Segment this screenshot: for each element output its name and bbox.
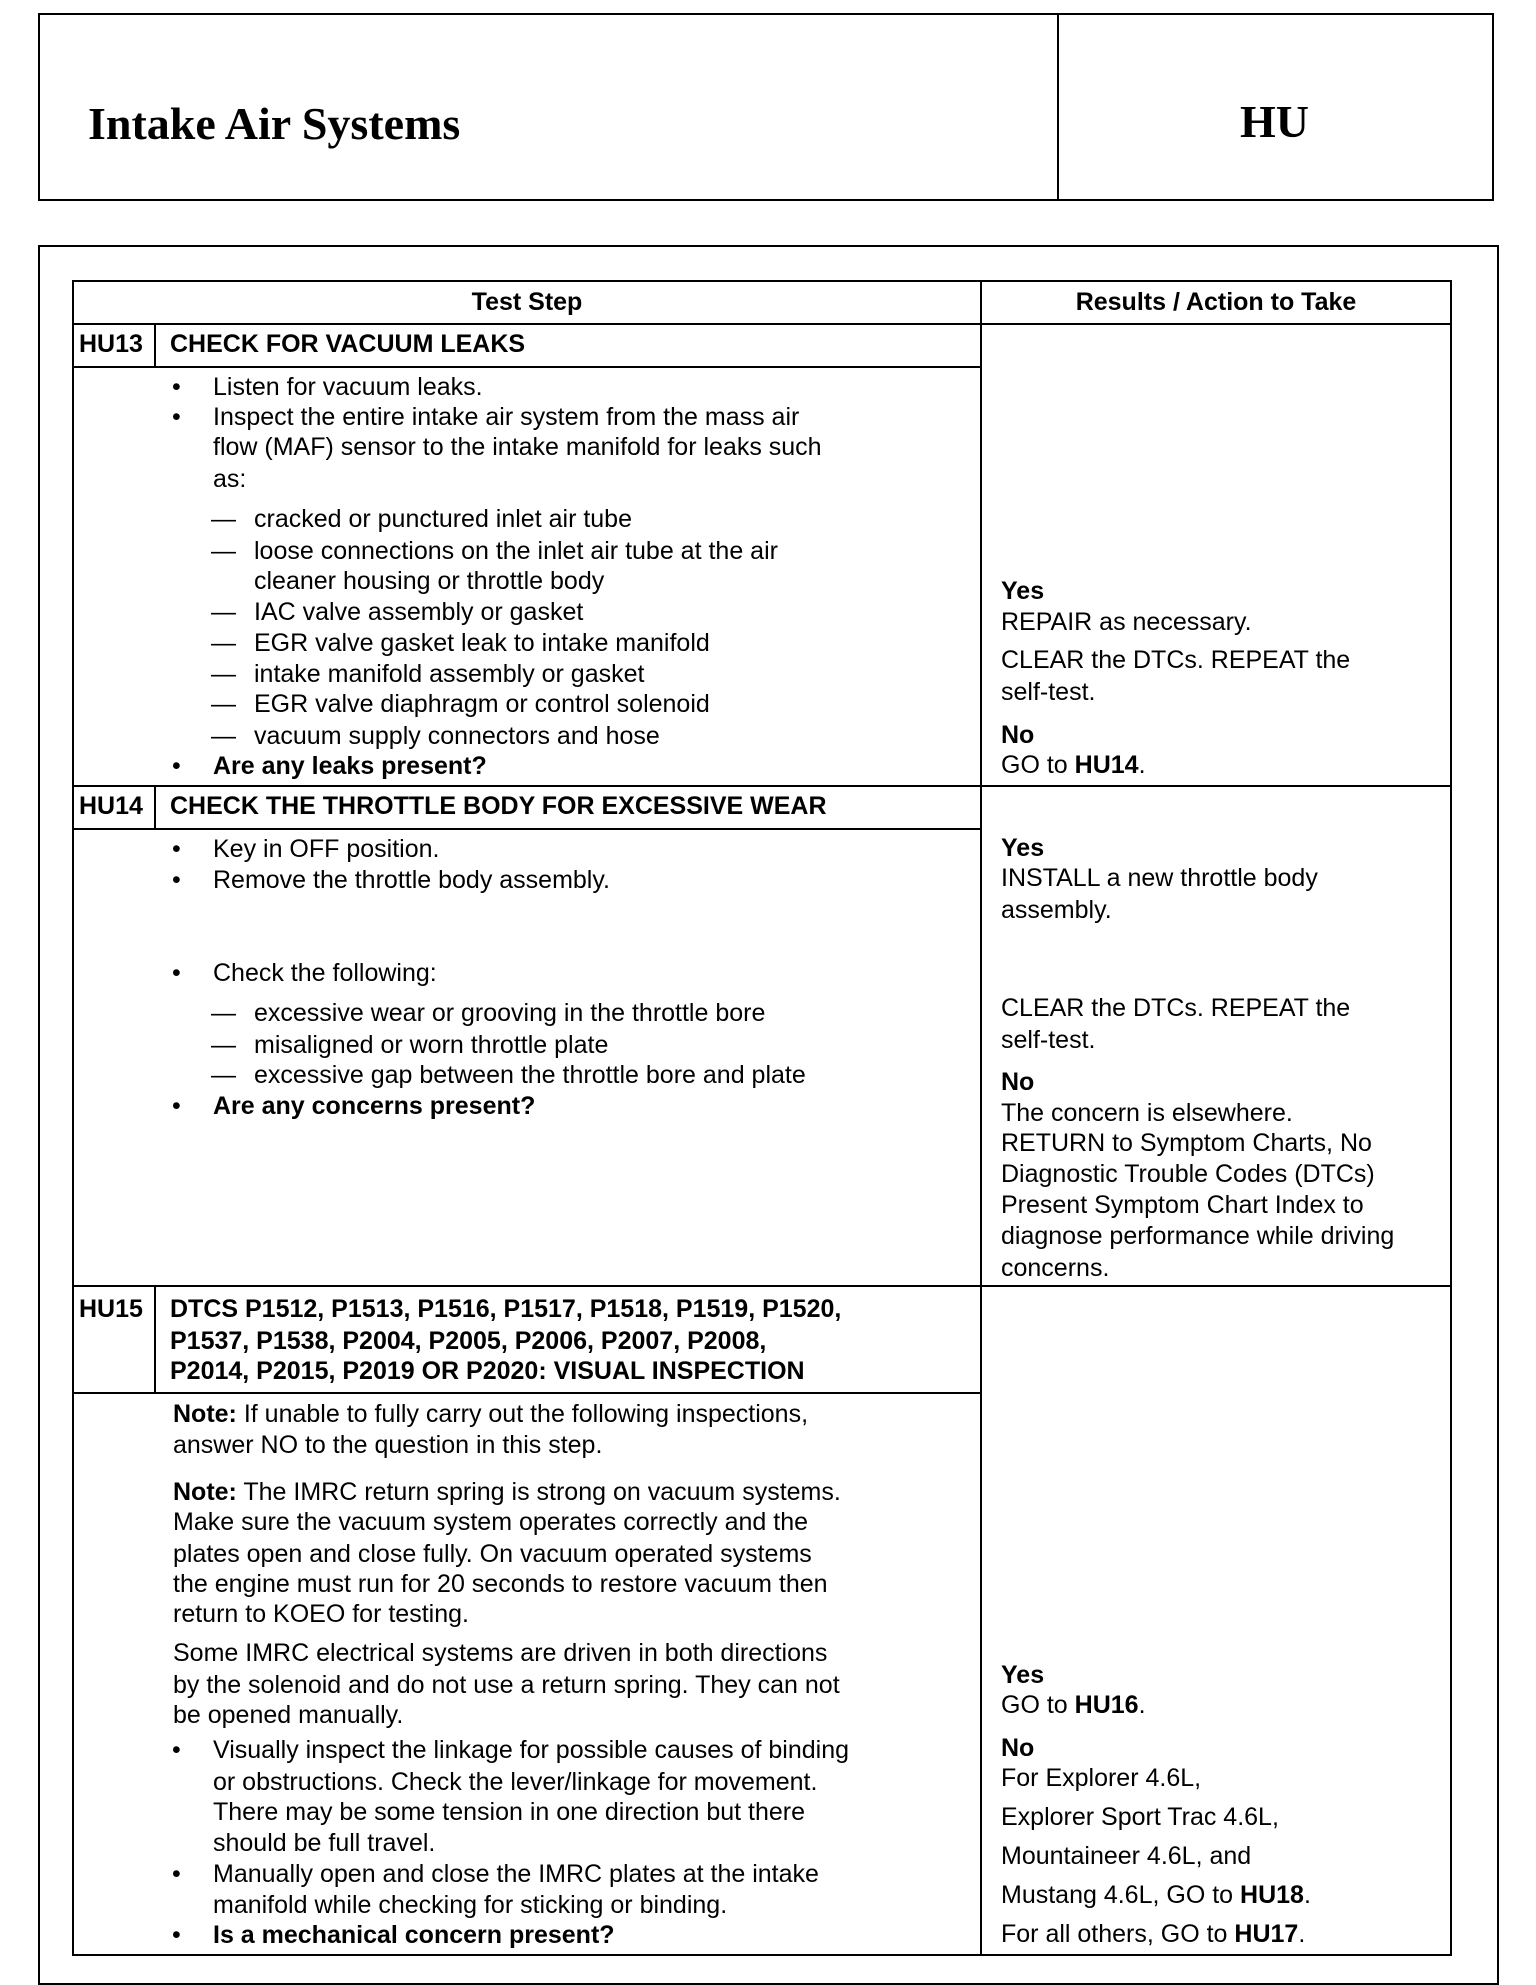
result-text: Mustang 4.6L, GO to [1001,1881,1241,1909]
result-text-end: . [1298,1920,1306,1948]
line-text: Visually inspect the linkage for possible causes of binding [213,1736,850,1764]
line-text: Key in OFF position. [213,835,440,863]
id-column-divider [154,323,156,366]
result-line [1001,607,1252,637]
line-text: Check the following: [213,959,437,987]
line-text: be opened manually. [173,1701,404,1729]
line-text: Inspect the entire intake air system from the mass air [213,403,800,431]
line-text: the engine must run for 20 seconds to restore vacuum then [173,1570,828,1598]
step-line [254,597,583,627]
step-line [213,1735,849,1765]
bullet-icon: • [172,1921,181,1949]
dash-icon: — [211,598,236,626]
result-line [1001,993,1350,1023]
dash-icon: — [211,505,236,533]
step-line [213,464,246,494]
id-column-divider [154,785,156,828]
result-text-end: . [1138,751,1146,779]
step-id: HU15 [79,1295,143,1323]
step-line [173,1670,840,1700]
line-text: cleaner housing or throttle body [254,567,605,595]
line-text: excessive gap between the throttle bore and plate [254,1061,806,1089]
step-line [213,1890,727,1920]
step-line [213,1859,819,1889]
line-text: excessive wear or grooving in the throttle bore [254,999,766,1027]
step-line [213,865,610,895]
step-line [213,958,437,988]
result-text: Yes [1001,577,1045,605]
line-text: cracked or punctured inlet air tube [254,505,632,533]
result-line [1001,1253,1109,1283]
result-text: Yes [1001,1661,1045,1689]
step-line [254,659,644,689]
dash-icon: — [211,722,236,750]
line-text: flow (MAF) sensor to the intake manifold for leaks such [213,433,822,461]
result-label [1001,1660,1044,1690]
result-line [1001,895,1112,925]
result-text: For Explorer 4.6L, [1001,1764,1202,1792]
note-line [173,1477,841,1507]
step-line [213,402,799,432]
line-text: return to KOEO for testing. [173,1600,469,1628]
note-line [173,1399,808,1429]
step-line [254,504,632,534]
step-title: P2014, P2015, P2019 OR P2020: VISUAL INSPECTION [170,1357,805,1385]
result-text: assembly. [1001,896,1112,924]
step-line [213,1920,615,1950]
step-line [173,1599,469,1629]
result-label [1001,1733,1034,1763]
step-line [173,1430,602,1460]
id-column-divider [154,1285,156,1392]
line-text: or obstructions. Check the lever/linkage for movement. [213,1768,818,1796]
line-text: If unable to fully carry out the following inspections, [236,1400,809,1428]
result-text: No [1001,721,1035,749]
step-line [254,721,660,751]
bullet-icon: • [172,866,181,894]
dash-icon: — [211,690,236,718]
line-text: The IMRC return spring is strong on vacuum systems. [236,1478,841,1506]
line-text: Are any concerns present? [213,1092,536,1120]
step-title: P1537, P1538, P2004, P2005, P2006, P2007, P2008, [170,1327,767,1355]
line-text: Make sure the vacuum system operates correctly and the [173,1508,809,1536]
step-reference-link[interactable]: HU16 [1074,1691,1139,1719]
result-line [1001,645,1350,675]
bullet-icon: • [172,1736,181,1764]
line-text: intake manifold assembly or gasket [254,660,645,688]
result-line [1001,1690,1146,1720]
step-title: DTCS P1512, P1513, P1516, P1517, P1518, P1519, P1520, [170,1295,842,1323]
step-line [254,566,604,596]
line-text: misaligned or worn throttle plate [254,1031,609,1059]
step-line [173,1507,808,1537]
result-line [1001,1221,1394,1251]
step-line [254,628,710,658]
result-label [1001,833,1044,863]
step-line [213,1828,435,1858]
bullet-icon: • [172,1860,181,1888]
result-text: self-test. [1001,1026,1096,1054]
result-line [1001,1919,1305,1949]
step-line [254,998,765,1028]
column-header-results: Results / Action to Take [1075,288,1357,316]
line-text: Manually open and close the IMRC plates at the intake [213,1860,819,1888]
section-code: HU [1240,96,1309,147]
dash-icon: — [211,1061,236,1089]
result-text: concerns. [1001,1254,1110,1282]
result-text: RETURN to Symptom Charts, No [1001,1129,1372,1157]
line-text: answer NO to the question in this step. [173,1431,603,1459]
step-title: CHECK THE THROTTLE BODY FOR EXCESSIVE WEAR [170,792,827,820]
result-text: For all others, GO to [1001,1920,1235,1948]
dash-icon: — [211,999,236,1027]
line-text: IAC valve assembly or gasket [254,598,584,626]
step-line [254,1060,806,1090]
result-text: GO to [1001,1691,1075,1719]
result-text-end: . [1303,1881,1311,1909]
line-text: loose connections on the inlet air tube at the air [254,537,778,565]
result-line [1001,1098,1293,1128]
result-text: CLEAR the DTCs. REPEAT the [1001,994,1351,1022]
step-line [213,751,487,781]
result-text: Mountaineer 4.6L, and [1001,1842,1252,1870]
result-text: Diagnostic Trouble Codes (DTCs) [1001,1160,1375,1188]
step-line [254,536,778,566]
dash-icon: — [211,537,236,565]
result-line [1001,1880,1311,1910]
step-title: CHECK FOR VACUUM LEAKS [170,330,526,358]
step-reference-link[interactable]: HU18 [1240,1881,1304,1909]
step-id: HU13 [79,330,143,358]
step-line [173,1700,403,1730]
step-line [254,1030,608,1060]
row-divider [72,1285,1452,1287]
result-line [1001,1025,1095,1055]
result-text: self-test. [1001,678,1096,706]
header-divider [1057,15,1059,199]
step-line [173,1569,828,1599]
row-divider [72,785,1452,787]
line-text: should be full travel. [213,1829,436,1857]
step-line [173,1638,827,1668]
step-reference-link[interactable]: HU14 [1074,751,1139,779]
dash-icon: — [211,1031,236,1059]
row-divider [72,1392,980,1394]
line-text: Is a mechanical concern present? [213,1921,615,1949]
step-line [213,1797,805,1827]
line-text: vacuum supply connectors and hose [254,722,660,750]
note-label: Note: [173,1400,237,1428]
bullet-icon: • [172,752,181,780]
result-line [1001,677,1095,707]
result-text: Present Symptom Chart Index to [1001,1191,1364,1219]
line-text: EGR valve gasket leak to intake manifold [254,629,710,657]
line-text: by the solenoid and do not use a return spring. They can not [173,1671,840,1699]
row-divider [72,828,980,830]
result-line [1001,1802,1279,1832]
result-line [1001,750,1146,780]
line-text: EGR valve diaphragm or control solenoid [254,690,710,718]
dash-icon: — [211,629,236,657]
bullet-icon: • [172,403,181,431]
result-text: Yes [1001,834,1045,862]
result-text: No [1001,1734,1035,1762]
line-text: Are any leaks present? [213,752,487,780]
column-divider [980,280,982,1956]
row-divider [72,366,980,368]
step-line [213,834,439,864]
line-text: Listen for vacuum leaks. [213,373,483,401]
step-line [173,1539,812,1569]
result-line [1001,863,1318,893]
step-id: HU14 [79,792,143,820]
result-line [1001,1128,1372,1158]
result-text: REPAIR as necessary. [1001,608,1252,636]
result-line [1001,1841,1251,1871]
column-header-test-step: Test Step [471,288,583,316]
line-text: as: [213,465,247,493]
result-text: INSTALL a new throttle body [1001,864,1318,892]
result-line [1001,1763,1201,1793]
result-text: The concern is elsewhere. [1001,1099,1293,1127]
bullet-icon: • [172,1092,181,1120]
bullet-icon: • [172,835,181,863]
step-line [213,1091,535,1121]
step-line [213,1767,817,1797]
bullet-icon: • [172,959,181,987]
result-text: GO to [1001,751,1075,779]
result-text: No [1001,1068,1035,1096]
line-text: manifold while checking for sticking or binding. [213,1891,728,1919]
result-label [1001,576,1044,606]
result-text: diagnose performance while driving [1001,1222,1395,1250]
result-line [1001,1159,1375,1189]
section-header [38,13,1494,201]
step-reference-link[interactable]: HU17 [1234,1920,1299,1948]
step-line [213,372,483,402]
dash-icon: — [211,660,236,688]
note-label: Note: [173,1478,237,1506]
line-text: Remove the throttle body assembly. [213,866,610,894]
result-label [1001,720,1034,750]
line-text: Some IMRC electrical systems are driven in both directions [173,1639,828,1667]
result-line [1001,1190,1364,1220]
result-text: CLEAR the DTCs. REPEAT the [1001,646,1351,674]
bullet-icon: • [172,373,181,401]
result-text-end: . [1138,1691,1146,1719]
step-line [213,432,822,462]
row-divider [72,323,1452,325]
step-line [254,689,710,719]
result-text: Explorer Sport Trac 4.6L, [1001,1803,1279,1831]
line-text: plates open and close fully. On vacuum operated systems [173,1540,812,1568]
line-text: There may be some tension in one direction but there [213,1798,806,1826]
result-label [1001,1067,1034,1097]
section-title: Intake Air Systems [88,98,461,149]
